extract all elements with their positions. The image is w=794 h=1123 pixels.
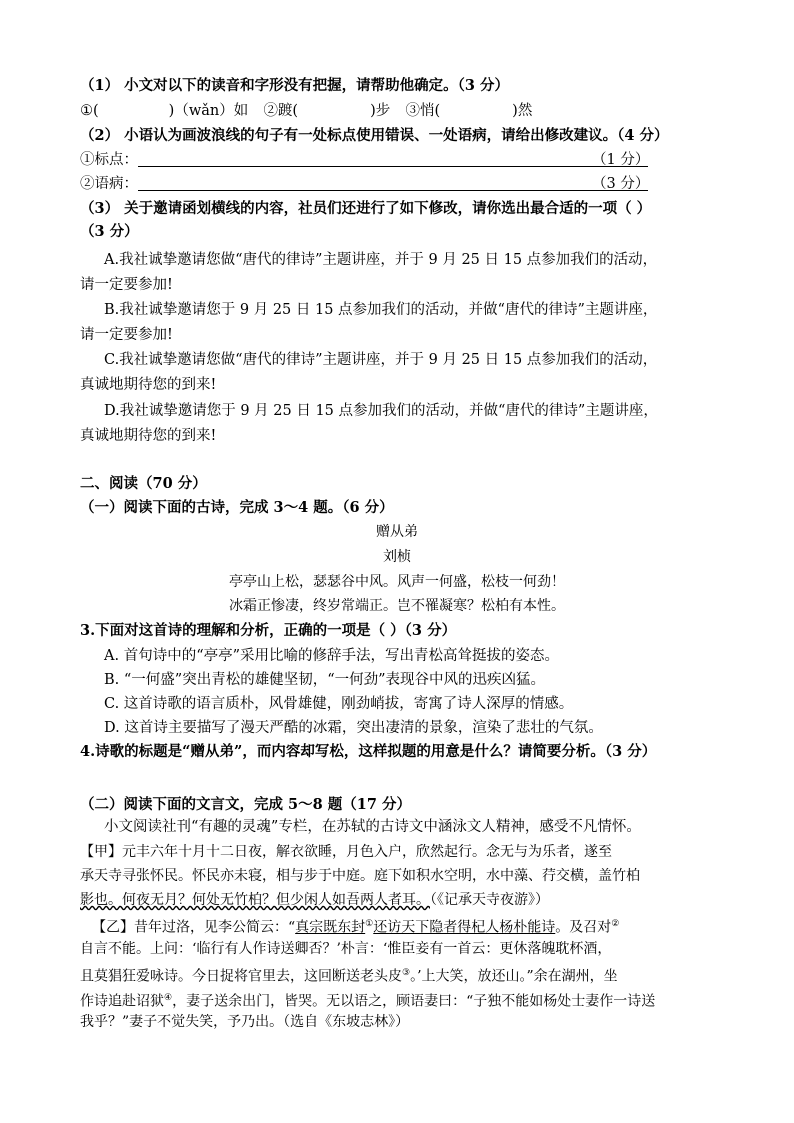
q3-poem-option-d: D. 这首诗主要描写了漫天严酷的冰霜，突出凄清的景象，渲染了悲壮的气氛。 — [104, 720, 603, 736]
yi-line-5: 我乎？”妻子不觉失笑，予乃出。（选自《东坡志林》） — [80, 1014, 410, 1030]
yi-line-4-pre: 作诗追赴诏狱 — [80, 993, 164, 1010]
q3-poem-option-a: A. 首句诗中的“亭亭”采用比喻的修辞手法，写出青松高耸挺拔的姿态。 — [104, 648, 560, 664]
q2-punct-row — [80, 150, 138, 170]
q3-option-d-line2: 真诚地期待您的到来! — [80, 428, 217, 444]
yi-line-1 — [92, 914, 619, 938]
q2-punct-answer-line[interactable] — [138, 166, 648, 167]
footnote-3: ③ — [402, 968, 411, 978]
q4-title: 4.诗歌的标题是“赠从弟”，而内容却写松，这样拟题的用意是什么？请简要分析。（3 分） — [80, 743, 657, 760]
jia-source: （《记承天寺夜游》） — [430, 892, 549, 908]
q2-grammar-answer-line[interactable] — [138, 190, 648, 191]
q1-blank2[interactable] — [298, 101, 370, 115]
q3-option-c-line2: 真诚地期待您的到来! — [80, 377, 217, 393]
q3-option-a-line1: A.我社诚挚邀请您做“唐代的律诗”主题讲座，并于 9 月 25 日 15 点参加我们的活动， — [104, 252, 658, 268]
jia-line-2: 承天寺寻张怀民。怀民亦未寝，相与步于中庭。庭下如积水空明，水中藻、荇交横，盖竹柏 — [80, 868, 640, 884]
q1-items — [80, 101, 532, 121]
footnote-4: ④ — [164, 993, 173, 1003]
q1-item1-open: ①( — [80, 103, 99, 119]
jia-line-1: 【甲】元丰六年十月十二日夜，解衣欲睡，月色入户，欣然起行。念无与为乐者，遂至 — [80, 844, 612, 860]
yi-line-3 — [80, 963, 618, 987]
part1-title: （一）阅读下面的古诗，完成 3～4 题。（6 分） — [80, 499, 394, 516]
jia-line-3 — [80, 890, 549, 910]
q1-item3-open: ③悄( — [405, 103, 441, 119]
yi-line-1-pre: 【乙】昔年过洛，见李公简云：“ — [92, 919, 296, 936]
q2-grammar-score: （3 分） — [592, 176, 650, 192]
q3-poem-title: 3.下面对这首诗的理解和分析，正确的一项是（ ）（3 分） — [80, 622, 457, 639]
footnote-2: ② — [611, 919, 620, 929]
poem-author: 刘桢 — [383, 549, 411, 565]
yi-underline-2: 还访天下隐者得杞人杨朴能诗 — [373, 919, 556, 936]
q1-item3-close: )然 — [512, 103, 533, 119]
q1-item2-close: )步 — [370, 103, 391, 119]
q1-item2-open: ②踱( — [263, 103, 299, 119]
q3-poem-option-c: C. 这首诗歌的语言质朴，风骨雄健，刚劲峭拔，寄寓了诗人深厚的情感。 — [104, 696, 574, 712]
q2-punct-label: ①标点： — [80, 152, 138, 168]
part2-title: （二）阅读下面的文言文，完成 5～8 题（17 分） — [80, 796, 411, 813]
poem-line-1: 亭亭山上松，瑟瑟谷中风。风声一何盛，松枝一何劲！ — [229, 574, 565, 590]
yi-underline-1: 真宗既东封 — [295, 919, 366, 936]
q3-option-b-line2: 请一定要参加! — [80, 327, 173, 343]
poem-title: 赠从弟 — [376, 524, 418, 540]
part2-intro: 小文阅读社刊“有趣的灵魂”专栏，在苏轼的古诗文中涵泳文人精神，感受不凡情怀。 — [104, 819, 641, 835]
q2-grammar-label: ②语病： — [80, 176, 138, 192]
yi-line-4 — [80, 988, 655, 1012]
yi-line-3-pre: 且莫猖狂爱咏诗。今日捉将官里去，这回断送老头皮 — [80, 968, 402, 985]
section2-title: 二、阅读（70 分） — [80, 475, 207, 492]
jia-underlined-sentence: 影也。何夜无月？何处无竹柏？但少闲人如吾两人者耳。 — [80, 892, 430, 908]
q3-option-c-line1: C.我社诚挚邀请您做“唐代的律诗”主题讲座，并于 9 月 25 日 15 点参加我们的活动， — [104, 352, 658, 368]
yi-line-2: 自言不能。上问：‘临行有人作诗送卿否？’朴言：‘惟臣妾有一首云：更休落魄耽杯酒， — [80, 941, 612, 957]
q3-option-a-line2: 请一定要参加! — [80, 277, 173, 293]
q2-grammar-row — [80, 174, 138, 194]
q2-punct-score: （1 分） — [592, 152, 650, 168]
q3-title: （3） 关于邀请函划横线的内容，社员们还进行了如下修改，请你选出最合适的一项（ ） — [80, 200, 652, 217]
yi-line-3-post: 。’上大笑，放还山。”余在湖州，坐 — [410, 968, 618, 985]
poem-line-2: 冰霜正惨凄，终岁常端正。岂不罹凝寒？松柏有本性。 — [229, 598, 565, 614]
q1-title: （1） 小文对以下的读音和字形没有把握，请帮助他确定。（3 分） — [80, 77, 510, 94]
q3-score: （3 分） — [80, 223, 139, 240]
q3-option-b-line1: B.我社诚挚邀请您于 9 月 25 日 15 点参加我们的活动，并做“唐代的律诗”主题讲座， — [104, 302, 658, 318]
footnote-1: ① — [365, 919, 374, 929]
yi-line-4-post: ，妻子送余出门，皆哭。无以语之，顾语妻曰：“子独不能如杨处士妻作一诗送 — [172, 993, 656, 1010]
q1-blank1[interactable] — [99, 101, 169, 115]
q1-blank3[interactable] — [440, 101, 512, 115]
q3-poem-option-b: B. “一何盛”突出青松的雄健坚韧，“一何劲”表现谷中风的迅疾凶猛。 — [104, 672, 546, 688]
q1-item1-close: )（wǎn）如 — [168, 103, 249, 119]
yi-line-1-post: 。及召对 — [555, 919, 612, 936]
q2-title: （2） 小语认为画波浪线的句子有一处标点使用错误、一处语病，请给出修改建议。（4 分） — [80, 127, 669, 144]
q3-option-d-line1: D.我社诚挚邀请您于 9 月 25 日 15 点参加我们的活动，并做“唐代的律诗”主题讲座， — [104, 403, 658, 419]
